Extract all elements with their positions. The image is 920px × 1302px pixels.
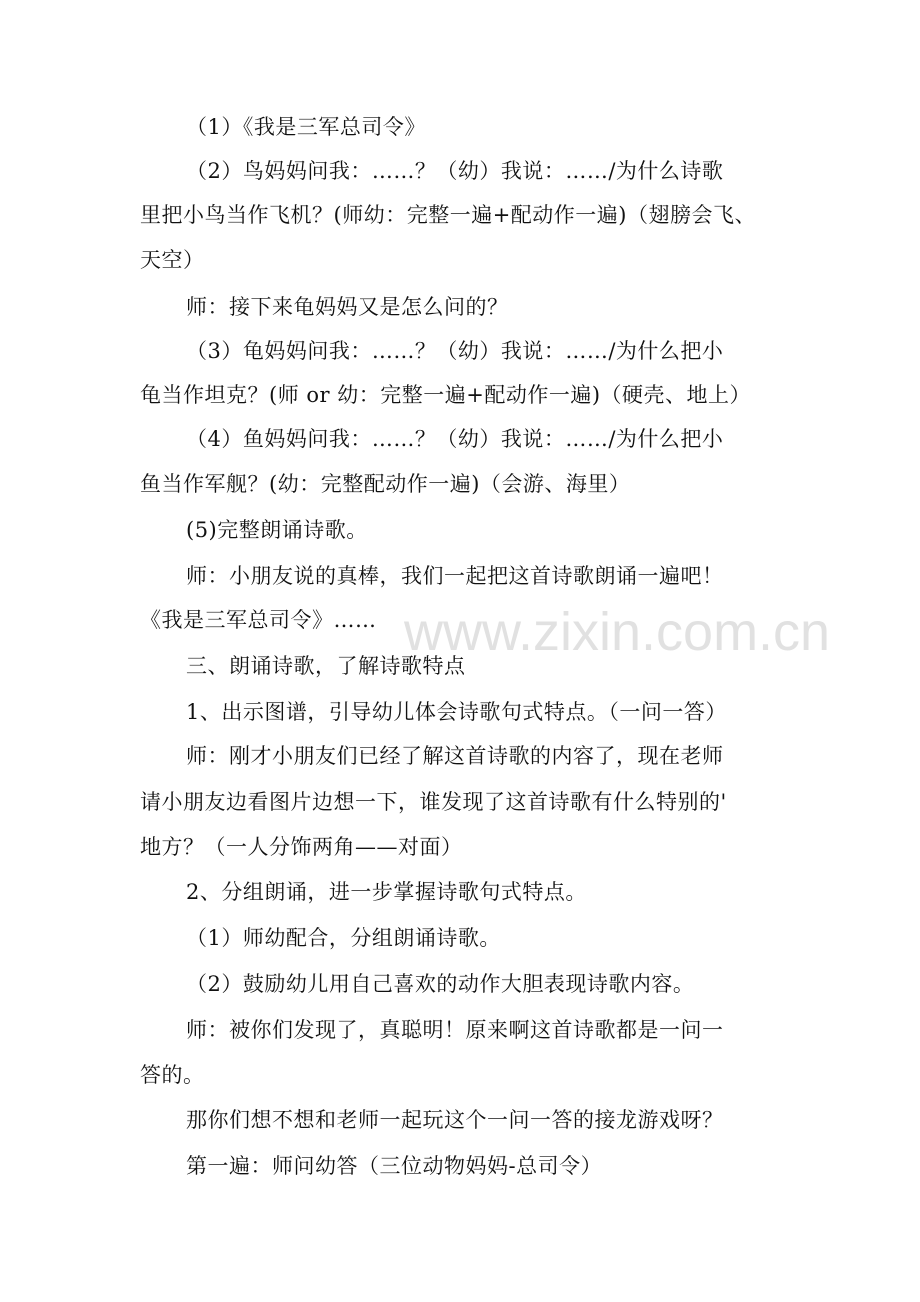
text-line: 龟当作坦克？(师 or 幼：完整一遍+配动作一遍)（硬壳、地上） xyxy=(140,383,752,407)
text-line: 里把小鸟当作飞机？(师幼：完整一遍+配动作一遍)（翅膀会飞、 xyxy=(140,203,756,227)
text-line: 师：小朋友说的真棒，我们一起把这首诗歌朗诵一遍吧！ xyxy=(186,564,724,588)
text-line: 师：被你们发现了，真聪明！原来啊这首诗歌都是一问一 xyxy=(186,1018,724,1042)
text-line: (5)完整朗诵诗歌。 xyxy=(186,518,368,542)
text-line: 师：刚才小朋友们已经了解这首诗歌的内容了，现在老师 xyxy=(186,744,724,768)
text-line: 第一遍：师问幼答（三位动物妈妈-总司令） xyxy=(186,1154,603,1178)
text-line: （4）鱼妈妈问我：……？（幼）我说：……/为什么把小 xyxy=(186,427,724,451)
text-line: （1）《我是三军总司令》 xyxy=(186,115,426,139)
text-line: 1、出示图谱，引导幼儿体会诗歌句式特点。（一问一答） xyxy=(186,700,727,724)
text-line: （2）鸟妈妈问我：……？（幼）我说：……/为什么诗歌 xyxy=(186,159,724,183)
text-line: 那你们想不想和老师一起玩这个一问一答的接龙游戏呀？ xyxy=(186,1108,724,1132)
text-line: 天空） xyxy=(140,248,205,272)
text-line: 师：接下来龟妈妈又是怎么问的？ xyxy=(186,295,509,319)
text-line: 《我是三军总司令》…… xyxy=(140,608,377,632)
text-line: 2、分组朗诵，进一步掌握诗歌句式特点。 xyxy=(186,880,587,904)
text-line: 答的。 xyxy=(140,1063,205,1087)
watermark: www.zixin.com.cn xyxy=(404,602,831,662)
text-line: 地方？（一人分饰两角——对面） xyxy=(140,835,463,859)
text-line: 请小朋友边看图片边想一下，谁发现了这首诗歌有什么特别的' xyxy=(140,790,727,814)
section-heading: 三、朗诵诗歌，了解诗歌特点 xyxy=(186,654,466,678)
text-line: （3）龟妈妈问我：……？（幼）我说：……/为什么把小 xyxy=(186,339,724,363)
text-line: （2）鼓励幼儿用自己喜欢的动作大胆表现诗歌内容。 xyxy=(186,972,695,996)
text-line: （1）师幼配合，分组朗诵诗歌。 xyxy=(186,926,501,950)
text-line: 鱼当作军舰？(幼：完整配动作一遍)（会游、海里） xyxy=(140,472,631,496)
